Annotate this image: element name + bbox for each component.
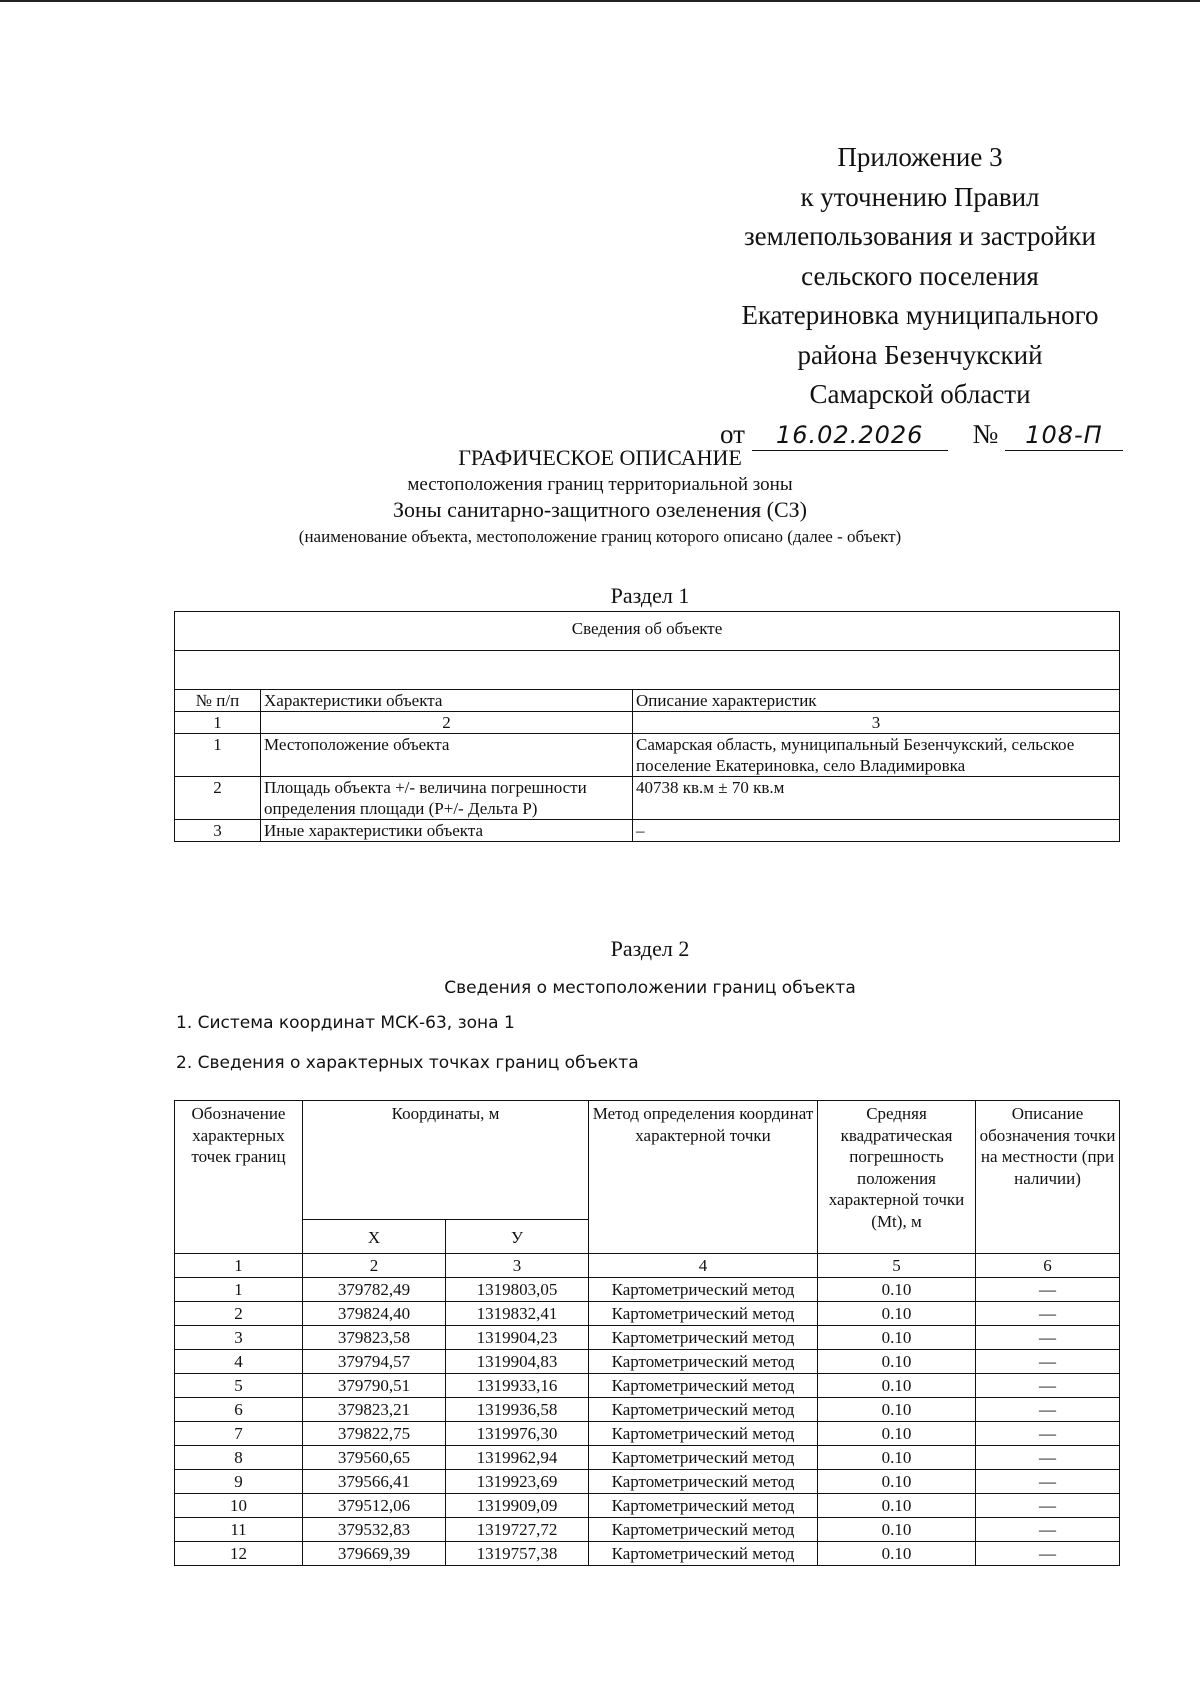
row-description: – [633, 820, 1120, 842]
point-number: 1 [175, 1278, 303, 1302]
column-numbering-row [175, 712, 1120, 734]
title-note: (наименование объекта, местоположение границ которого описано (далее - объект) [298, 527, 902, 546]
table-row [175, 1302, 1120, 1326]
coord-x: 379822,75 [303, 1422, 446, 1446]
point-number: 6 [175, 1398, 303, 1422]
table-row [175, 1422, 1120, 1446]
coord-x: 379532,83 [303, 1518, 446, 1542]
coord-y: 1319757,38 [446, 1542, 589, 1566]
table-row [175, 1278, 1120, 1302]
description-cell: — [976, 1470, 1120, 1494]
error-cell: 0.10 [818, 1302, 976, 1326]
coord-y: 1319962,94 [446, 1446, 589, 1470]
coord-y: 1319727,72 [446, 1518, 589, 1542]
table-row [175, 1494, 1120, 1518]
numbering-cell: 5 [818, 1254, 976, 1278]
coord-x: 379790,51 [303, 1374, 446, 1398]
header-cell: Описание характеристик [633, 690, 1120, 712]
zone-name: Зоны санитарно-защитного озеленения (СЗ) [393, 497, 807, 522]
coord-x: 379824,40 [303, 1302, 446, 1326]
point-number: 11 [175, 1518, 303, 1542]
table-caption: Сведения об объекте [175, 612, 1120, 651]
coord-y: 1319832,41 [446, 1302, 589, 1326]
table-row [175, 1470, 1120, 1494]
points-body [175, 1278, 1120, 1566]
header-y: У [446, 1220, 589, 1254]
table-caption-row [175, 612, 1120, 651]
section-2-title: Раздел 2 [610, 936, 690, 961]
error-cell: 0.10 [818, 1542, 976, 1566]
points-numbering-row [175, 1254, 1120, 1278]
description-cell: — [976, 1350, 1120, 1374]
method-cell: Картометрический метод [589, 1398, 818, 1422]
boundary-points-table [174, 1100, 1120, 1566]
appendix-line: сельского поселения [801, 260, 1039, 291]
appendix-line: Самарской области [809, 379, 1031, 409]
appendix-line: района Безенчукский [797, 339, 1043, 370]
appendix-block [720, 138, 1120, 454]
number-prefix: № [972, 418, 999, 449]
error-cell: 0.10 [818, 1350, 976, 1374]
coordinate-system-item: 1. Система координат МСК-63, зона 1 [176, 1013, 515, 1033]
point-number: 2 [175, 1302, 303, 1326]
scan-edge-line [0, 0, 1200, 2]
coord-y: 1319909,09 [446, 1494, 589, 1518]
coord-x: 379566,41 [303, 1470, 446, 1494]
table-row [175, 734, 1120, 777]
row-description: Самарская область, муниципальный Безенчукский, сельское поселение Екатериновка, село Владимировка [633, 734, 1120, 777]
document-subtitle: местоположения границ территориальной зоны [407, 474, 793, 495]
header-point-description: Описание обозначения точки на местности (при наличии) [976, 1101, 1120, 1254]
coord-y: 1319904,23 [446, 1326, 589, 1350]
table-row [175, 1350, 1120, 1374]
point-number: 4 [175, 1350, 303, 1374]
method-cell: Картометрический метод [589, 1374, 818, 1398]
numbering-cell: 2 [261, 712, 633, 734]
method-cell: Картометрический метод [589, 1470, 818, 1494]
table-row [175, 1542, 1120, 1566]
points-info-item: 2. Сведения о характерных точках границ объекта [176, 1053, 639, 1073]
error-cell: 0.10 [818, 1374, 976, 1398]
description-cell: — [976, 1374, 1120, 1398]
coord-x: 379794,57 [303, 1350, 446, 1374]
error-cell: 0.10 [818, 1494, 976, 1518]
row-characteristic: Площадь объекта +/- величина погрешности определения площади (P+/- Дельта P) [261, 777, 633, 820]
description-cell: — [976, 1446, 1120, 1470]
method-cell: Картометрический метод [589, 1542, 818, 1566]
numbering-cell: 1 [175, 1254, 303, 1278]
description-cell: — [976, 1422, 1120, 1446]
point-number: 3 [175, 1326, 303, 1350]
coord-x: 379823,58 [303, 1326, 446, 1350]
method-cell: Картометрический метод [589, 1326, 818, 1350]
method-cell: Картометрический метод [589, 1278, 818, 1302]
coord-y: 1319936,58 [446, 1398, 589, 1422]
section-2-subtitle: Сведения о местоположении границ объекта [444, 978, 856, 998]
header-coordinates: Координаты, м [303, 1101, 589, 1220]
document-title: ГРАФИЧЕСКОЕ ОПИСАНИЕ [458, 445, 742, 470]
description-cell: — [976, 1302, 1120, 1326]
description-cell: — [976, 1542, 1120, 1566]
method-cell: Картометрический метод [589, 1518, 818, 1542]
numbering-cell: 6 [976, 1254, 1120, 1278]
coord-y: 1319976,30 [446, 1422, 589, 1446]
date-prefix: от [720, 418, 745, 449]
points-header-row [175, 1101, 1120, 1220]
empty-cell [175, 651, 1120, 690]
coord-x: 379823,21 [303, 1398, 446, 1422]
coord-x: 379560,65 [303, 1446, 446, 1470]
row-description: 40738 кв.м ± 70 кв.м [633, 777, 1120, 820]
header-cell: № п/п [175, 690, 261, 712]
coord-y: 1319923,69 [446, 1470, 589, 1494]
method-cell: Картометрический метод [589, 1422, 818, 1446]
error-cell: 0.10 [818, 1422, 976, 1446]
header-cell: Характеристики объекта [261, 690, 633, 712]
section-1-title: Раздел 1 [610, 583, 690, 608]
error-cell: 0.10 [818, 1398, 976, 1422]
point-number: 10 [175, 1494, 303, 1518]
coord-y: 1319933,16 [446, 1374, 589, 1398]
object-info-table [174, 611, 1120, 842]
method-cell: Картометрический метод [589, 1350, 818, 1374]
description-cell: — [976, 1494, 1120, 1518]
appendix-line: к уточнению Правил [800, 181, 1040, 212]
table-row [175, 777, 1120, 820]
handwritten-date: 16.02.2026 [752, 420, 948, 451]
header-method: Метод определения координат характерной точки [589, 1101, 818, 1254]
point-number: 7 [175, 1422, 303, 1446]
handwritten-number: 108-П [1005, 420, 1123, 451]
point-number: 8 [175, 1446, 303, 1470]
table-row [175, 1374, 1120, 1398]
error-cell: 0.10 [818, 1518, 976, 1542]
coord-y: 1319803,05 [446, 1278, 589, 1302]
table-empty-row [175, 651, 1120, 690]
numbering-cell: 1 [175, 712, 261, 734]
point-number: 5 [175, 1374, 303, 1398]
numbering-cell: 2 [303, 1254, 446, 1278]
appendix-line: Приложение 3 [837, 142, 1003, 172]
row-characteristic: Иные характеристики объекта [261, 820, 633, 842]
numbering-cell: 4 [589, 1254, 818, 1278]
table-row [175, 1398, 1120, 1422]
row-number: 1 [175, 734, 261, 777]
numbering-cell: 3 [633, 712, 1120, 734]
numbering-cell: 3 [446, 1254, 589, 1278]
coord-x: 379782,49 [303, 1278, 446, 1302]
description-cell: — [976, 1398, 1120, 1422]
method-cell: Картометрический метод [589, 1302, 818, 1326]
error-cell: 0.10 [818, 1446, 976, 1470]
table-row [175, 1446, 1120, 1470]
point-number: 9 [175, 1470, 303, 1494]
method-cell: Картометрический метод [589, 1494, 818, 1518]
table-row [175, 1326, 1120, 1350]
row-number: 3 [175, 820, 261, 842]
error-cell: 0.10 [818, 1326, 976, 1350]
table-row [175, 820, 1120, 842]
coord-y: 1319904,83 [446, 1350, 589, 1374]
row-characteristic: Местоположение объекта [261, 734, 633, 777]
point-number: 12 [175, 1542, 303, 1566]
appendix-line: землепользования и застройки [743, 221, 1096, 251]
appendix-line: Екатериновка муниципального [741, 300, 1099, 330]
row-number: 2 [175, 777, 261, 820]
table-row [175, 1518, 1120, 1542]
coord-x: 379512,06 [303, 1494, 446, 1518]
method-cell: Картометрический метод [589, 1446, 818, 1470]
error-cell: 0.10 [818, 1470, 976, 1494]
header-x: X [303, 1220, 446, 1254]
error-cell: 0.10 [818, 1278, 976, 1302]
description-cell: — [976, 1278, 1120, 1302]
table-header-row [175, 690, 1120, 712]
description-cell: — [976, 1518, 1120, 1542]
header-error: Средняя квадратическая погрешность положения характерной точки (Mt), м [818, 1101, 976, 1254]
header-point-designation: Обозначение характерных точек границ [175, 1101, 303, 1254]
description-cell: — [976, 1326, 1120, 1350]
coord-x: 379669,39 [303, 1542, 446, 1566]
